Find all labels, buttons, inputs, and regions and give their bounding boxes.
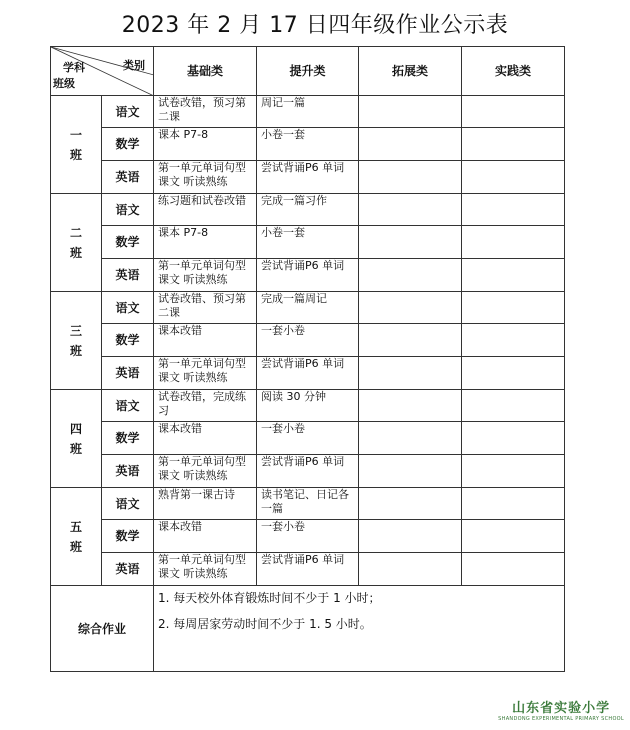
class-name-top: 五 xyxy=(69,519,82,534)
advanced-homework-cell: 小卷一套 xyxy=(257,226,359,259)
class-name-top: 三 xyxy=(69,323,82,338)
extended-homework-cell xyxy=(359,226,462,259)
basic-homework-cell: 课本改错 xyxy=(154,520,257,553)
class-name-top: 四 xyxy=(69,421,82,436)
homework-table xyxy=(50,46,565,672)
table-row xyxy=(51,96,565,128)
header-row xyxy=(51,47,565,96)
col-header-advanced: 提升类 xyxy=(257,47,359,96)
table-row xyxy=(51,357,565,390)
comprehensive-item: 1. 每天校外体育锻炼时间不少于 1 小时； xyxy=(158,591,381,605)
table-row xyxy=(51,520,565,553)
advanced-homework-cell: 尝试背诵P6 单词 xyxy=(257,553,359,586)
subject-cell: 英语 xyxy=(102,357,154,390)
table-row xyxy=(51,259,565,292)
advanced-homework-cell: 尝试背诵P6 单词 xyxy=(257,455,359,488)
practice-homework-cell xyxy=(462,390,565,422)
practice-homework-cell xyxy=(462,194,565,226)
basic-homework-cell: 课本 P7-8 xyxy=(154,128,257,161)
extended-homework-cell xyxy=(359,455,462,488)
class-name-bottom: 班 xyxy=(69,245,82,260)
practice-homework-cell xyxy=(462,455,565,488)
corner-subject-label: 学科 xyxy=(63,61,85,74)
subject-cell: 语文 xyxy=(102,96,154,128)
comprehensive-label: 综合作业 xyxy=(51,586,154,672)
subject-cell: 语文 xyxy=(102,292,154,324)
subject-cell: 数学 xyxy=(102,128,154,161)
basic-homework-cell: 第一单元单词句型课文 听读熟练 xyxy=(154,259,257,292)
subject-cell: 数学 xyxy=(102,422,154,455)
extended-homework-cell xyxy=(359,292,462,324)
practice-homework-cell xyxy=(462,488,565,520)
subject-cell: 英语 xyxy=(102,455,154,488)
subject-cell: 数学 xyxy=(102,226,154,259)
class-name-bottom: 班 xyxy=(69,539,82,554)
table-row xyxy=(51,553,565,586)
table-row xyxy=(51,292,565,324)
extended-homework-cell xyxy=(359,194,462,226)
subject-cell: 语文 xyxy=(102,390,154,422)
advanced-homework-cell: 完成一篇周记 xyxy=(257,292,359,324)
subject-cell: 语文 xyxy=(102,194,154,226)
advanced-homework-cell: 一套小卷 xyxy=(257,422,359,455)
comprehensive-content xyxy=(154,586,565,672)
class-name-bottom: 班 xyxy=(69,147,82,162)
practice-homework-cell xyxy=(462,161,565,194)
basic-homework-cell: 课本改错 xyxy=(154,324,257,357)
practice-homework-cell xyxy=(462,422,565,455)
practice-homework-cell xyxy=(462,259,565,292)
advanced-homework-cell: 一套小卷 xyxy=(257,520,359,553)
corner-category-label: 类别 xyxy=(123,59,145,72)
subject-cell: 数学 xyxy=(102,520,154,553)
advanced-homework-cell: 周记一篇 xyxy=(257,96,359,128)
extended-homework-cell xyxy=(359,259,462,292)
basic-homework-cell: 试卷改错、预习第二课 xyxy=(154,292,257,324)
advanced-homework-cell: 阅读 30 分钟 xyxy=(257,390,359,422)
table-row xyxy=(51,194,565,226)
practice-homework-cell xyxy=(462,324,565,357)
class-name-bottom: 班 xyxy=(69,343,82,358)
basic-homework-cell: 熟背第一课古诗 xyxy=(154,488,257,520)
table-row xyxy=(51,488,565,520)
corner-class-label: 班级 xyxy=(53,77,75,90)
subject-cell: 英语 xyxy=(102,553,154,586)
subject-cell: 英语 xyxy=(102,161,154,194)
basic-homework-cell: 第一单元单词句型课文 听读熟练 xyxy=(154,357,257,390)
practice-homework-cell xyxy=(462,520,565,553)
extended-homework-cell xyxy=(359,161,462,194)
advanced-homework-cell: 完成一篇习作 xyxy=(257,194,359,226)
table-row xyxy=(51,390,565,422)
extended-homework-cell xyxy=(359,96,462,128)
practice-homework-cell xyxy=(462,357,565,390)
class-name-cell xyxy=(51,96,102,194)
logo-chinese-text: 山东省实验小学 xyxy=(512,701,611,716)
advanced-homework-cell: 小卷一套 xyxy=(257,128,359,161)
basic-homework-cell: 第一单元单词句型课文 听读熟练 xyxy=(154,161,257,194)
header-corner-cell xyxy=(51,47,154,96)
advanced-homework-cell: 尝试背诵P6 单词 xyxy=(257,161,359,194)
practice-homework-cell xyxy=(462,96,565,128)
basic-homework-cell: 课本 P7-8 xyxy=(154,226,257,259)
practice-homework-cell xyxy=(462,292,565,324)
table-row xyxy=(51,422,565,455)
subject-cell: 语文 xyxy=(102,488,154,520)
class-name-top: 二 xyxy=(69,225,82,240)
extended-homework-cell xyxy=(359,128,462,161)
practice-homework-cell xyxy=(462,226,565,259)
logo-english-text: SHANDONG EXPERIMENTAL PRIMARY SCHOOL xyxy=(498,716,624,722)
basic-homework-cell: 练习题和试卷改错 xyxy=(154,194,257,226)
table-row xyxy=(51,161,565,194)
class-name-cell xyxy=(51,292,102,390)
class-name-cell xyxy=(51,390,102,488)
subject-cell: 数学 xyxy=(102,324,154,357)
col-header-basic: 基础类 xyxy=(154,47,257,96)
table-row xyxy=(51,128,565,161)
advanced-homework-cell: 一套小卷 xyxy=(257,324,359,357)
practice-homework-cell xyxy=(462,553,565,586)
class-name-top: 一 xyxy=(69,127,82,142)
table-row xyxy=(51,455,565,488)
class-name-bottom: 班 xyxy=(69,441,82,456)
school-logo xyxy=(498,697,624,722)
basic-homework-cell: 第一单元单词句型课文 听读熟练 xyxy=(154,553,257,586)
advanced-homework-cell: 读书笔记、日记各一篇 xyxy=(257,488,359,520)
col-header-practice: 实践类 xyxy=(462,47,565,96)
page-title: 2023 年 2 月 17 日四年级作业公示表 xyxy=(121,13,509,38)
col-header-extended: 拓展类 xyxy=(359,47,462,96)
basic-homework-cell: 试卷改错，预习第二课 xyxy=(154,96,257,128)
comprehensive-row xyxy=(51,586,565,672)
class-name-cell xyxy=(51,194,102,292)
extended-homework-cell xyxy=(359,520,462,553)
practice-homework-cell xyxy=(462,128,565,161)
advanced-homework-cell: 尝试背诵P6 单词 xyxy=(257,259,359,292)
table-row xyxy=(51,324,565,357)
subject-cell: 英语 xyxy=(102,259,154,292)
extended-homework-cell xyxy=(359,488,462,520)
basic-homework-cell: 试卷改错，完成练习 xyxy=(154,390,257,422)
basic-homework-cell: 课本改错 xyxy=(154,422,257,455)
advanced-homework-cell: 尝试背诵P6 单词 xyxy=(257,357,359,390)
extended-homework-cell xyxy=(359,422,462,455)
extended-homework-cell xyxy=(359,357,462,390)
comprehensive-item: 2. 每周居家劳动时间不少于 1. 5 小时。 xyxy=(158,617,372,631)
basic-homework-cell: 第一单元单词句型课文 听读熟练 xyxy=(154,455,257,488)
table-row xyxy=(51,226,565,259)
extended-homework-cell xyxy=(359,553,462,586)
extended-homework-cell xyxy=(359,324,462,357)
extended-homework-cell xyxy=(359,390,462,422)
class-name-cell xyxy=(51,488,102,586)
